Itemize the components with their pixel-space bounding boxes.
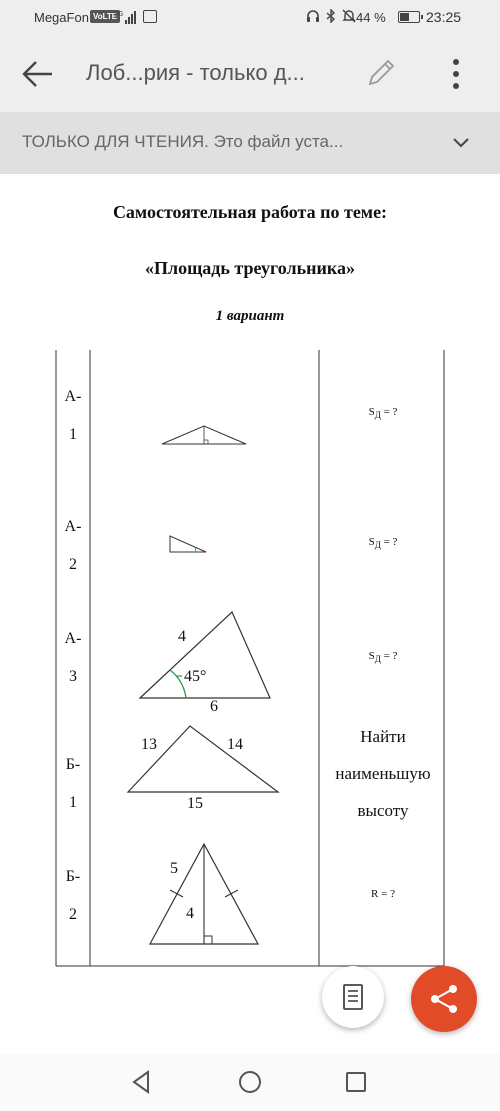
condition-a2: $S_Д$ = ? — [368, 536, 398, 550]
nav-back-icon[interactable] — [128, 1068, 156, 1096]
nav-recents-icon[interactable] — [342, 1068, 370, 1096]
figure-a1-triangle — [158, 422, 250, 450]
system-nav-bar — [0, 1054, 500, 1111]
condition-b2: R = ? — [371, 888, 395, 900]
share-button[interactable] — [411, 966, 477, 1032]
figure-a3-base-label: 6 — [210, 698, 218, 715]
notification-icon — [143, 10, 157, 23]
reading-mode-icon — [322, 966, 384, 1028]
battery-percent: 44 % — [356, 10, 386, 25]
variant-label: 1 вариант — [215, 308, 285, 324]
figure-a3-angle-label: 45° — [184, 668, 207, 685]
status-bar — [0, 0, 500, 36]
condition-a1: $S_Д$ = ? — [368, 406, 398, 420]
document-topic: «Площадь треугольника» — [145, 258, 355, 278]
app-bar — [0, 36, 500, 112]
row-label-a1: А- 1 — [64, 388, 82, 443]
figure-b1-triangle — [124, 724, 282, 794]
reading-mode-button[interactable] — [322, 966, 384, 1028]
row-label-b2: Б- 2 — [65, 868, 81, 923]
volte-badge: VoLTE — [90, 10, 120, 23]
figure-b1-base-label: 15 — [187, 795, 203, 812]
back-arrow-icon[interactable] — [20, 56, 56, 92]
battery-icon — [398, 11, 420, 23]
signal-icon — [114, 9, 140, 25]
document-heading: Самостоятельная работа по теме: — [112, 202, 388, 222]
document-page — [0, 174, 500, 1054]
bluetooth-icon — [326, 9, 336, 23]
pencil-icon[interactable] — [362, 56, 398, 92]
figure-a3-side-label: 4 — [178, 628, 186, 645]
carrier-name: MegaFon — [34, 10, 89, 25]
figure-a2-triangle — [166, 534, 210, 556]
read-only-banner[interactable] — [0, 112, 500, 174]
more-vert-icon[interactable] — [444, 54, 468, 94]
row-label-a2: А- 2 — [64, 518, 82, 573]
clock: 23:25 — [426, 9, 462, 25]
figure-b1-left-label: 13 — [141, 736, 157, 753]
share-icon — [411, 966, 477, 1032]
condition-b1: Найти наименьшую высоту — [335, 727, 431, 820]
network-type: 4G — [114, 11, 124, 18]
headphones-icon — [306, 9, 320, 23]
row-label-a3: А- 3 — [64, 630, 82, 685]
read-only-text: ТОЛЬКО ДЛЯ ЧТЕНИЯ. Это файл уста... — [22, 132, 344, 151]
document-title: Лоб...рия - только д... — [86, 60, 305, 85]
condition-a3: $S_Д$ = ? — [368, 650, 398, 664]
chevron-down-icon[interactable] — [450, 132, 472, 154]
mute-icon — [342, 9, 356, 23]
figure-b1-right-label: 14 — [227, 736, 243, 753]
row-label-b1: Б- 1 — [65, 756, 81, 811]
figure-b2-height-label: 4 — [186, 905, 194, 922]
figure-b2-side-label: 5 — [170, 860, 178, 877]
figure-b2-triangle — [146, 842, 262, 946]
nav-home-icon[interactable] — [236, 1068, 264, 1096]
figure-a3-triangle — [136, 606, 276, 706]
